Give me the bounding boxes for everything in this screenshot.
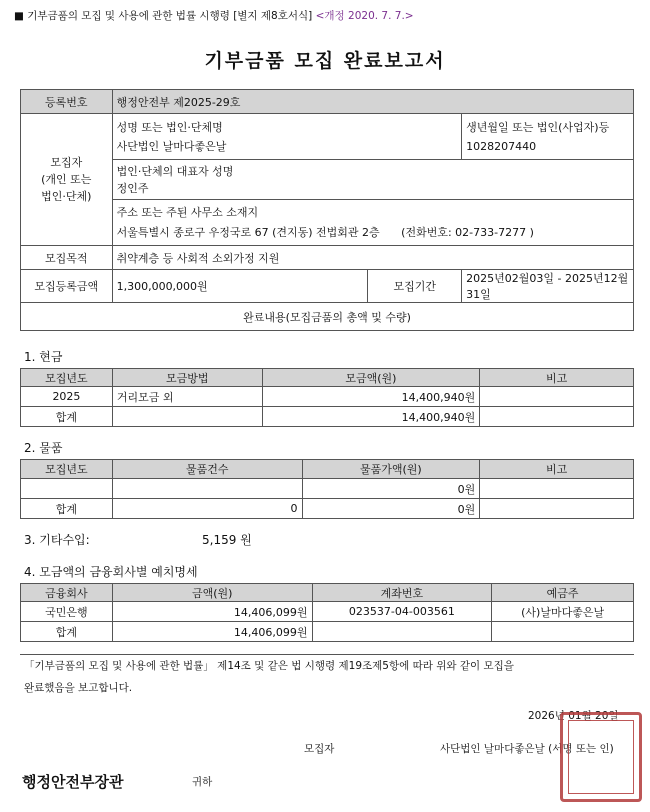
- collector-dob-label: 생년월일 또는 법인(사업자)등: [466, 120, 610, 134]
- bank-table: [20, 583, 634, 642]
- registration-table: [20, 89, 634, 331]
- collector-dob-value: 1028207440: [466, 139, 537, 153]
- table-row: [21, 602, 634, 622]
- collector-name-label: 성명 또는 법인·단체명: [116, 120, 223, 134]
- cash-col-method: 모금방법: [112, 369, 262, 387]
- goods-total-count: 0: [112, 499, 302, 519]
- bank-total-label: 합계: [21, 622, 113, 642]
- goods-col-note: 비고: [480, 460, 634, 479]
- registration-value: 행정안전부 제2025-29호: [112, 90, 633, 114]
- table-row: [21, 479, 634, 499]
- bank-row-institution: 국민은행: [21, 602, 113, 622]
- goods-total-label: 합계: [21, 499, 113, 519]
- cash-heading: 1. 현금: [24, 350, 63, 364]
- purpose-label: 모집목적: [21, 246, 113, 270]
- collector-rep-label: 법인·단체의 대표자 성명: [116, 164, 234, 178]
- goods-col-value: 물품가액(원): [302, 460, 480, 479]
- table-row: [21, 387, 634, 407]
- period-label: 모집기간: [368, 270, 462, 303]
- signer-value: 사단법인 날마다좋은날 (서명 또는 인): [440, 743, 614, 755]
- statement-divider: [20, 654, 634, 655]
- period-value: 2025년02월03일 - 2025년12월31일: [462, 270, 634, 303]
- cash-table: [20, 368, 634, 427]
- bank-heading: 4. 모금액의 금융회사별 예치명세: [24, 565, 198, 579]
- goods-col-count: 물품건수: [112, 460, 302, 479]
- bank-row-holder: (사)날마다좋은날: [492, 602, 634, 622]
- goods-total-value: 0원: [302, 499, 480, 519]
- complete-header: 완료내용(모집금품의 총액 및 수량): [21, 303, 634, 331]
- goods-row-value: 0원: [302, 479, 480, 499]
- goods-heading: 2. 물품: [24, 441, 63, 455]
- purpose-value: 취약계층 등 사회적 소외가정 지원: [112, 246, 633, 270]
- collector-phone: (전화번호: 02-733-7277 ): [401, 225, 534, 239]
- collector-addr-label: 주소 또는 주된 사무소 소재지: [116, 205, 259, 219]
- collector-name-value: 사단법인 날마다좋은날: [116, 139, 227, 153]
- cash-col-year: 모집년도: [21, 369, 113, 387]
- statement-line-2: 완료했음을 보고합니다.: [24, 682, 133, 694]
- form-revision: <개정 2020. 7. 7.>: [315, 10, 414, 22]
- bank-row-amount: 14,406,099원: [112, 602, 312, 622]
- cash-total-label: 합계: [21, 407, 113, 427]
- collector-label: 모집자 (개인 또는 법인·단체): [21, 114, 113, 246]
- bank-col-account: 계좌번호: [312, 584, 492, 602]
- cash-row-note: [480, 387, 634, 407]
- table-row: [21, 622, 634, 642]
- form-note: [14, 8, 414, 23]
- other-income-value: 5,159 원: [202, 533, 252, 547]
- cash-col-amount: 모금액(원): [262, 369, 480, 387]
- bank-col-amount: 금액(원): [112, 584, 312, 602]
- signer-label: 모집자: [304, 743, 335, 755]
- cash-total-value: 14,400,940원: [262, 407, 480, 427]
- report-date: 2026년 01월 20일: [528, 710, 619, 722]
- cash-row-year: 2025: [21, 387, 113, 407]
- page-title: 기부금품 모집 완료보고서: [204, 50, 446, 72]
- bank-col-holder: 예금주: [492, 584, 634, 602]
- form-note-text: ■ 기부금품의 모집 및 사용에 관한 법률 시행령 [별지 제8호서식]: [14, 10, 313, 22]
- recipient-suffix: 귀하: [192, 776, 213, 788]
- goods-table: [20, 459, 634, 519]
- cash-col-note: 비고: [480, 369, 634, 387]
- goods-col-year: 모집년도: [21, 460, 113, 479]
- bank-col-institution: 금융회사: [21, 584, 113, 602]
- registration-label: 등록번호: [21, 90, 113, 114]
- recipient: 행정안전부장관: [22, 773, 124, 791]
- bank-total-value: 14,406,099원: [112, 622, 312, 642]
- other-income-label: 3. 기타수입:: [24, 533, 90, 547]
- target-label: 모집등록금액: [21, 270, 113, 303]
- table-row: [21, 499, 634, 519]
- collector-rep-value: 정인주: [116, 181, 149, 195]
- cash-row-method: 거리모금 외: [112, 387, 262, 407]
- bank-row-account: 023537-04-003561: [312, 602, 492, 622]
- cash-row-amount: 14,400,940원: [262, 387, 480, 407]
- collector-addr-value: 서울특별시 종로구 우정국로 67 (견지동) 전법회관 2층: [116, 225, 380, 239]
- table-row: [21, 407, 634, 427]
- target-value: 1,300,000,000원: [112, 270, 368, 303]
- statement-line-1: 「기부금품의 모집 및 사용에 관한 법률」 제14조 및 같은 법 시행령 제19조제5항에 따라 위와 같이 모집을: [24, 660, 514, 672]
- official-seal: [560, 712, 642, 802]
